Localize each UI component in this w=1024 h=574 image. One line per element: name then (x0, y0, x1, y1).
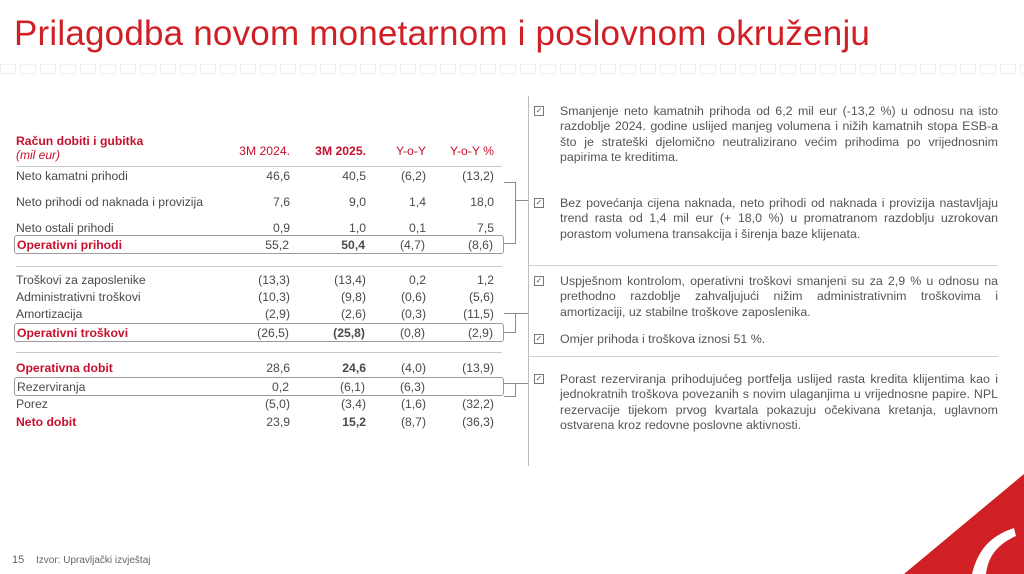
pattern-tile (840, 64, 856, 74)
pattern-tile (340, 64, 356, 74)
pattern-tile (680, 64, 696, 74)
note-item: ✓ Bez povećanja cijena naknada, neto prihodi od naknada i provizija nastavljaju trend rasta od 1,4 mil eur (+ 18,0 %) u promatranom razdoblju uzrokovan porastom volumena transakcija i širenja baze klijenata. (535, 196, 998, 241)
pattern-tile (580, 64, 596, 74)
brand-swoosh-icon (894, 454, 1024, 574)
table-header-row (14, 130, 504, 166)
checkbox-icon: ✓ (535, 276, 543, 285)
checkbox-icon: ✓ (535, 198, 543, 207)
table-row: Neto kamatni prihodi 46,6 40,5 (6,2) (13,2) (16, 169, 494, 183)
bracket-connector (516, 200, 528, 201)
section-divider (16, 352, 502, 353)
bracket-connector (504, 182, 516, 244)
pattern-tile (740, 64, 756, 74)
table-row-operating-profit: Operativna dobit 28,6 24,6 (4,0) (13,9) (16, 361, 494, 375)
table-row-operating-income: Operativni prihodi 55,2 50,4 (4,7) (8,6) (14, 235, 504, 254)
pattern-tile (360, 64, 376, 74)
pattern-tile (660, 64, 676, 74)
pattern-tile (880, 64, 896, 74)
pattern-tile (640, 64, 656, 74)
page-title: Prilagodba novom monetarnom i poslovnom okruženju (14, 14, 871, 53)
pattern-tile (760, 64, 776, 74)
checkbox-icon: ✓ (535, 106, 543, 115)
checkbox-icon: ✓ (535, 374, 543, 383)
pattern-tile (140, 64, 156, 74)
pattern-tile (400, 64, 416, 74)
table-row: Troškovi za zaposlenike (13,3) (13,4) 0,2 1,2 (16, 273, 494, 287)
pattern-tile (900, 64, 916, 74)
section-divider (16, 266, 502, 267)
pattern-tile (420, 64, 436, 74)
notes-separator (528, 265, 998, 266)
note-item: ✓ Omjer prihoda i troškova iznosi 51 %. (535, 332, 766, 346)
notes-separator (528, 356, 998, 357)
pattern-tile (280, 64, 296, 74)
pattern-tile (460, 64, 476, 74)
table-header-title: Račun dobiti i gubitka (16, 134, 144, 148)
pattern-tile (540, 64, 556, 74)
note-item: ✓ Smanjenje neto kamatnih prihoda od 6,2 mil eur (-13,2 %) u odnosu na isto razdoblje 2024. godine uslijed manjeg volumena i nižih kamatnih stopa ESB-a što je strateški djelomično neutralizirano većim prihodima po vrijednosnim papirima te kreditima. (535, 104, 998, 165)
table-row: Porez (5,0) (3,4) (1,6) (32,2) (16, 397, 494, 411)
pattern-tile (780, 64, 796, 74)
pattern-tile (40, 64, 56, 74)
pattern-tile (600, 64, 616, 74)
pattern-tile (560, 64, 576, 74)
bracket-connector (516, 383, 528, 384)
pattern-tile (1000, 64, 1016, 74)
pattern-tile (720, 64, 736, 74)
bracket-connector (516, 313, 528, 314)
pattern-tile (1020, 64, 1024, 74)
bracket-connector (504, 313, 516, 333)
checkbox-icon: ✓ (535, 334, 543, 343)
pattern-tile (0, 64, 16, 74)
note-item: ✓ Porast rezerviranja prihodujućeg portfelja uslijed rasta kredita klijentima kao i jednokratnih troškova povezanih s novim ulaganjima u vrijednosne papire. NPL rezervacije tijekom prvog kvartala pokazuju očekivana kretanja, uglavnom ostvarena kroz redovne poslovne aktivnosti. (535, 372, 998, 433)
table-row: Neto prihodi od naknada i provizija 7,6 9,0 1,4 18,0 (16, 195, 494, 209)
pattern-tile (240, 64, 256, 74)
pattern-tile (860, 64, 876, 74)
pattern-tile (60, 64, 76, 74)
table-row: Administrativni troškovi (10,3) (9,8) (0,6) (5,6) (16, 290, 494, 304)
table-row-provisions: Rezerviranja 0,2 (6,1) (6,3) (14, 377, 504, 396)
table-row-operating-expenses: Operativni troškovi (26,5) (25,8) (0,8) (2,9) (14, 323, 504, 342)
pattern-tile (200, 64, 216, 74)
pattern-tile (100, 64, 116, 74)
col-header-yoy: Y-o-Y (395, 144, 426, 158)
pattern-tile (520, 64, 536, 74)
pattern-tile (260, 64, 276, 74)
pattern-tile (820, 64, 836, 74)
decorative-pattern-strip (0, 64, 1024, 76)
pattern-tile (300, 64, 316, 74)
page-number: 15 (12, 554, 25, 566)
col-header-3m-2025: 3M 2025. (315, 144, 366, 158)
pattern-tile (180, 64, 196, 74)
pattern-tile (980, 64, 996, 74)
pattern-tile (440, 64, 456, 74)
bracket-connector (504, 383, 516, 397)
pattern-tile (20, 64, 36, 74)
pattern-tile (700, 64, 716, 74)
table-row-net-profit: Neto dobit 23,9 15,2 (8,7) (36,3) (16, 415, 494, 429)
pattern-tile (120, 64, 136, 74)
pattern-tile (380, 64, 396, 74)
col-header-yoy-percent: Y-o-Y % (449, 144, 494, 158)
pattern-tile (220, 64, 236, 74)
table-row: Neto ostali prihodi 0,9 1,0 0,1 7,5 (16, 221, 494, 235)
note-item: ✓ Uspješnom kontrolom, operativni troškovi smanjeni su za 2,9 % u odnosu na prethodno razdoblje zahvaljujući nižim administrativnim troškovima i amortizaciji, uz stabilne troškove zaposlenika. (535, 274, 998, 319)
pattern-tile (480, 64, 496, 74)
table-header-unit: (mil eur) (16, 148, 60, 162)
pattern-tile (160, 64, 176, 74)
pattern-tile (940, 64, 956, 74)
pattern-tile (320, 64, 336, 74)
pattern-tile (920, 64, 936, 74)
pattern-tile (800, 64, 816, 74)
pattern-tile (620, 64, 636, 74)
pattern-tile (80, 64, 96, 74)
pattern-tile (500, 64, 516, 74)
table-row: Amortizacija (2,9) (2,6) (0,3) (11,5) (16, 307, 494, 321)
col-header-3m-2024: 3M 2024. (239, 144, 290, 158)
source-note: Izvor: Upravljački izvještaj (36, 555, 151, 566)
pattern-tile (960, 64, 976, 74)
